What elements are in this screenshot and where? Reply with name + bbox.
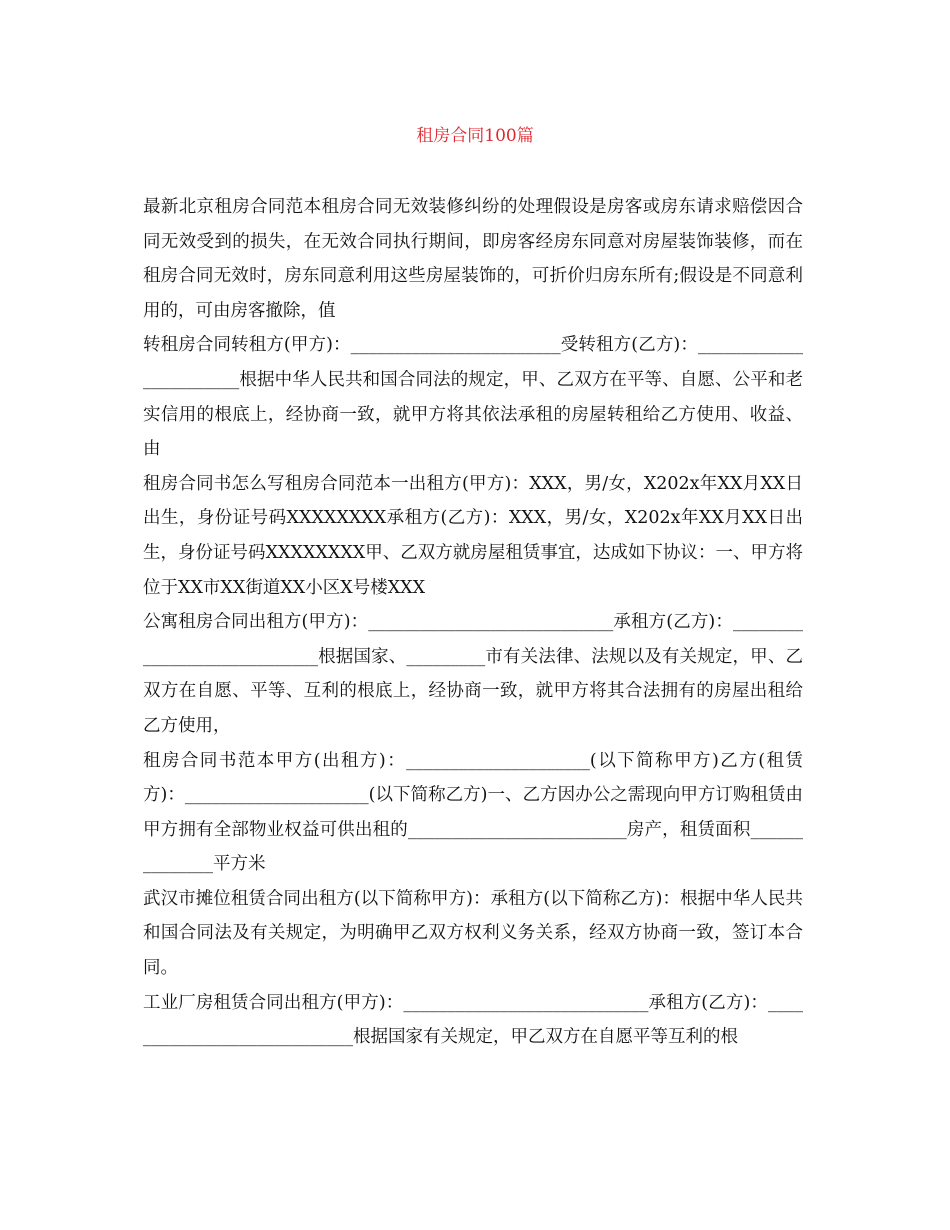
document-title: 租房合同100篇 — [416, 126, 534, 146]
paragraph: 最新北京租房合同范本租房合同无效装修纠纷的处理假设是房客或房东请求赔偿因合同无效受到的损失，在无效合同执行期间，即房客经房东同意对房屋装饰装修，而在租房合同无效时，房东同意利用这些房屋装饰的，可折价归房东所有;假设是不同意利用的，可由房客撤除，值 — [143, 197, 803, 321]
paragraph: 公寓租房合同出租方(甲方)：____________________________承租方(乙方)：____________________________根据国家、_________市有关法律、法规以及有关规定，甲、乙双方在自愿、平等、互利的根底上，经协商一致，就甲方将其合法拥有的房屋出租给乙方使用， — [143, 612, 803, 736]
paragraph: 工业厂房租赁合同出租方(甲方)：____________________________承租方(乙方)：____________________________根据国家有关规定，甲乙双方在自愿平等互利的根 — [143, 992, 803, 1048]
document-body — [143, 190, 803, 1055]
paragraph: 租房合同书范本甲方(出租方)：_____________________(以下简称甲方)乙方(租赁方)：_____________________(以下简称乙方)一、乙方因办公之需现向甲方订购租赁由甲方拥有全部物业权益可供出租的_________________________房产，租赁面积______________平方米 — [143, 750, 803, 875]
paragraph: 武汉市摊位租赁合同出租方(以下简称甲方)：承租方(以下简称乙方)：根据中华人民共和国合同法及有关规定，为明确甲乙双方权利义务关系，经双方协商一致，签订本合同。 — [143, 888, 803, 979]
paragraph: 转租房合同转租方(甲方)：________________________受转租方(乙方)：_______________________根据中华人民共和国合同法的规定，甲、乙双方在平等、自愿、公平和老实信用的根底上，经协商一致，就甲方将其依法承租的房屋转租给乙方使用、收益、由 — [143, 335, 803, 460]
paragraph: 租房合同书怎么写租房合同范本一出租方(甲方)：XXX，男/女，X202x年XX月XX日出生，身份证号码XXXXXXXX承租方(乙方)：XXX，男/女，X202x年XX月XX日出生，身份证号码XXXXXXXX甲、乙双方就房屋租赁事宜，达成如下协议：一、甲方将位于XX市XX街道XX小区X号楼XXX — [143, 473, 803, 598]
